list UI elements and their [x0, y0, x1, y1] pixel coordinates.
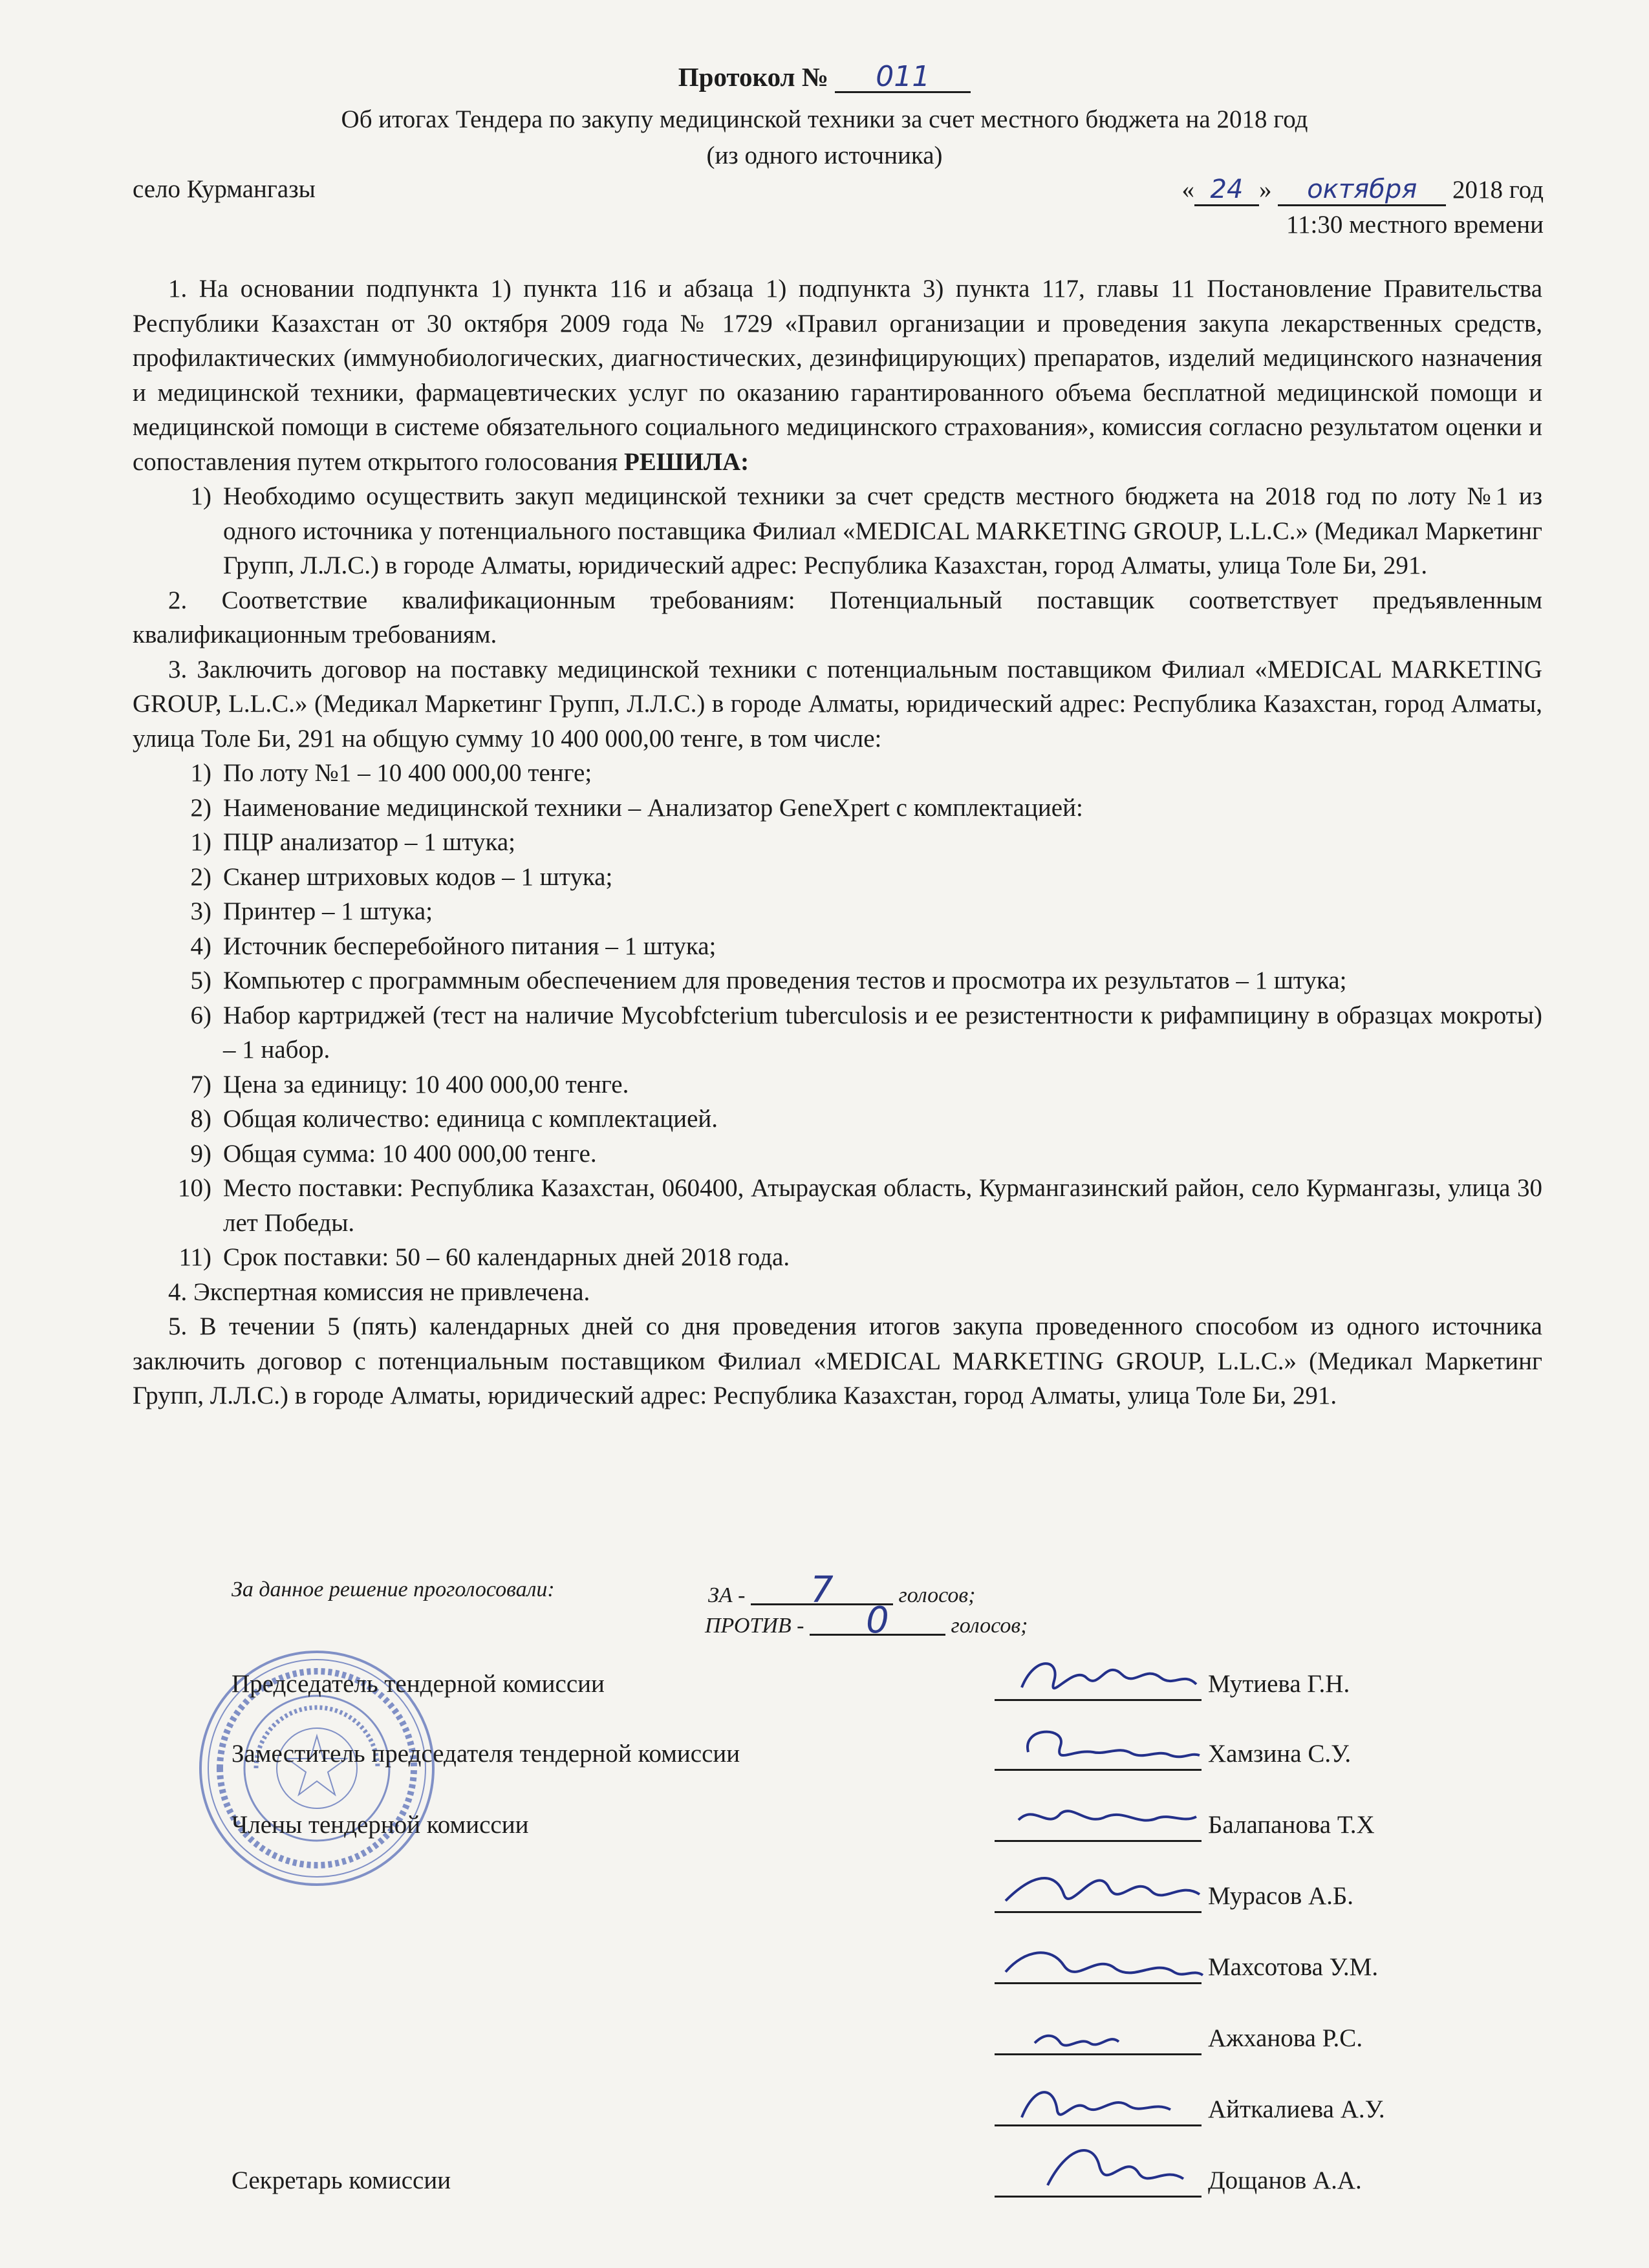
list-item-number: 9) [190, 1139, 211, 1168]
list-item-text: По лоту №1 – 10 400 000,00 тенге; [223, 759, 592, 787]
list-item-number: 8) [190, 1105, 211, 1133]
decided-label: РЕШИЛА: [623, 447, 749, 476]
vote-label: За данное решение проголосовали: [232, 1578, 555, 1601]
list-item [133, 756, 1542, 791]
member2-signature [999, 1856, 1206, 1923]
list-item-number: 7) [190, 1070, 211, 1098]
paragraph-4-text: Экспертная комиссия не привлечена. [193, 1278, 590, 1306]
list-item [133, 963, 1542, 998]
vote-for-count: 7 [751, 1578, 893, 1605]
subtitle-line-1: Об итогах Тендера по закупу медицинской техники за счет местного бюджета на 2018 год [341, 105, 1308, 133]
deputy-name: Хамзина С.У. [1208, 1740, 1352, 1768]
paragraph-3-sublist [133, 756, 1542, 1275]
list-item [133, 1102, 1542, 1137]
paragraph-1 [133, 272, 1542, 479]
list-item-text: Принтер – 1 штука; [223, 897, 433, 925]
deputy-role: Заместитель председателя тендерной комиссии [232, 1740, 740, 1768]
member5-name: Айткалиева А.У. [1208, 2095, 1385, 2123]
chair-signature [1009, 1652, 1203, 1713]
list-item-number: 1) [190, 828, 211, 856]
member2-name: Мурасов А.Б. [1208, 1882, 1354, 1910]
list-item-text: Набор картриджей (тест на наличие Mycobfcterium tuberculosis и ее резистентности к рифампицину в образцах мокроты) – 1 набор. [223, 1001, 1542, 1064]
paragraph-2 [133, 583, 1542, 652]
list-item-text: ПЦР анализатор – 1 штука; [223, 828, 515, 856]
vote-against [705, 1599, 1028, 1642]
list-item-number: 1) [190, 482, 211, 510]
vote-against-suffix: голосов; [951, 1614, 1028, 1638]
document-time: 11:30 местного времени [1286, 211, 1544, 239]
list-item-text: Цена за единицу: 10 400 000,00 тенге. [223, 1070, 629, 1098]
protocol-number: 011 [835, 63, 971, 93]
member4-name: Ажханова Р.С. [1208, 2024, 1363, 2052]
member5-signature [1009, 2072, 1203, 2134]
member1-signature [1009, 1791, 1203, 1852]
list-item-number: 2) [190, 862, 211, 891]
list-item [133, 1171, 1542, 1240]
paragraph-4 [133, 1275, 1542, 1310]
list-item-text: Источник бесперебойного питания – 1 штука; [223, 932, 717, 960]
members-role: Члены тендерной комиссии [232, 1811, 529, 1839]
list-item-number: 11) [178, 1243, 211, 1271]
paragraph-5-text: В течении 5 (пять) календарных дней со дня проведения итогов закупа проведенного способом из одного источника заключить договор с потенциальным поставщиком Филиал «MEDICAL MARKETING GROUP, L.L.C.» (Медикал Маркетинг Групп, Л.Л.С.) в городе Алматы, юридический адрес: Республика Казахстан, город Алматы, улица Толе Би, 291. [133, 1312, 1542, 1409]
list-item [133, 479, 1542, 583]
list-item-text: Наименование медицинской техники – Анализатор GeneXpert с комплектацией: [223, 793, 1083, 822]
list-item [133, 1137, 1542, 1171]
chair-name: Мутиева Г.Н. [1208, 1670, 1350, 1698]
list-item [133, 791, 1542, 826]
member3-signature [999, 1930, 1206, 1995]
list-item [133, 1067, 1542, 1102]
vote-for [708, 1569, 976, 1611]
paragraph-2-number: 2. [168, 586, 188, 614]
list-item-number: 10) [178, 1174, 211, 1202]
list-item [133, 929, 1542, 964]
vote-for-suffix: голосов; [898, 1583, 976, 1607]
paragraph-1-text: На основании подпункта 1) пункта 116 и абзаца 1) подпункта 3) пункта 117, главы 11 Постановление Правительства Республики Казахстан от 30 октября 2009 года № 1729 «Правил организации и проведения закупа лекарственных средств, профилактических (иммунобиологических, диагностических, дезинфицирующих) препаратов, изделий медицинского назначения и медицинской техники, фармацевтических услуг по оказанию гарантированного объема бесплатной медицинской помощи и медицинской помощи в системе обязательного социального медицинского страхования», комиссия согласно результатом оценки и сопоставления путем открытого голосования [133, 275, 1542, 476]
member3-name: Махсотова У.М. [1208, 1953, 1379, 1981]
deputy-signature [1009, 1720, 1203, 1781]
vote-against-prefix: ПРОТИВ - [705, 1614, 804, 1638]
list-item-text: Общая количество: единица с комплектацией. [223, 1105, 718, 1133]
date-year: 2018 год [1452, 176, 1544, 204]
list-item-number: 4) [190, 932, 211, 960]
vote-against-count: 0 [810, 1608, 945, 1636]
paragraph-2-text: Соответствие квалификационным требованиям: Потенциальный поставщик соответствует предъявленным квалификационным требованиям. [133, 586, 1542, 648]
title-prefix: Протокол № [678, 62, 828, 92]
date-day: 24 [1194, 175, 1259, 206]
vote-for-prefix: ЗА - [708, 1583, 746, 1607]
date-quote-close: » [1259, 176, 1272, 204]
list-item [133, 860, 1542, 895]
document-date [1182, 175, 1544, 206]
paragraph-1-sublist [133, 479, 1542, 583]
secretary-signature [1035, 2134, 1203, 2205]
chair-role: Председатель тендерной комиссии [232, 1670, 605, 1698]
list-item-text: Сканер штриховых кодов – 1 штука; [223, 862, 613, 891]
list-item-text: Необходимо осуществить закуп медицинской техники за счет средств местного бюджета на 2018 год по лоту №1 из одного источника у потенциального поставщика Филиал «MEDICAL MARKETING GROUP, L.L.C.» (Медикал Маркетинг Групп, Л.Л.С.) в городе Алматы, юридический адрес: Республика Казахстан, город Алматы, улица Толе Би, 291. [223, 482, 1542, 579]
paragraph-3-number: 3. [168, 655, 188, 683]
list-item [133, 1240, 1542, 1275]
paragraph-5 [133, 1309, 1542, 1413]
paragraph-1-number: 1. [168, 275, 188, 303]
secretary-name: Дощанов А.А. [1208, 2166, 1362, 2194]
secretary-role: Секретарь комиссии [232, 2166, 451, 2194]
list-item [133, 998, 1542, 1067]
list-item-text: Компьютер с программным обеспечением для проведения тестов и просмотра их результатов – 1 штука; [223, 967, 1347, 994]
member1-name: Балапанова Т.Х [1208, 1811, 1375, 1839]
list-item-number: 3) [190, 897, 211, 925]
paragraph-3 [133, 652, 1542, 756]
list-item-number: 5) [190, 967, 211, 994]
place: село Курмангазы [133, 175, 316, 203]
list-item-text: Место поставки: Республика Казахстан, 060400, Атырауская область, Курмангазинский район, село Курмангазы, улица 30 лет Победы. [223, 1174, 1542, 1237]
list-item [133, 825, 1542, 860]
list-item-number: 2) [190, 793, 211, 822]
list-item-text: Срок поставки: 50 – 60 календарных дней 2018 года. [223, 1243, 790, 1271]
list-item-number: 1) [190, 759, 211, 787]
subtitle-line-2: (из одного источника) [706, 142, 943, 169]
paragraph-3-text: Заключить договор на поставку медицинской техники с потенциальным поставщиком Филиал «MEDICAL MARKETING GROUP, L.L.C.» (Медикал Маркетинг Групп, Л.Л.С.) в городе Алматы, юридический адрес: Республика Казахстан, город Алматы, улица Толе Би, 291 на общую сумму 10 400 000,00 тенге, в том числе: [133, 655, 1543, 753]
paragraph-5-number: 5. [168, 1312, 188, 1340]
document-body [133, 272, 1542, 1413]
list-item-number: 6) [190, 1001, 211, 1029]
member4-signature [1009, 2004, 1203, 2066]
list-item-text: Общая сумма: 10 400 000,00 тенге. [223, 1139, 597, 1168]
date-quote-open: « [1181, 176, 1194, 204]
document-title [0, 61, 1649, 93]
list-item [133, 894, 1542, 929]
date-month: октября [1278, 175, 1446, 206]
paragraph-4-number: 4. [168, 1278, 188, 1306]
